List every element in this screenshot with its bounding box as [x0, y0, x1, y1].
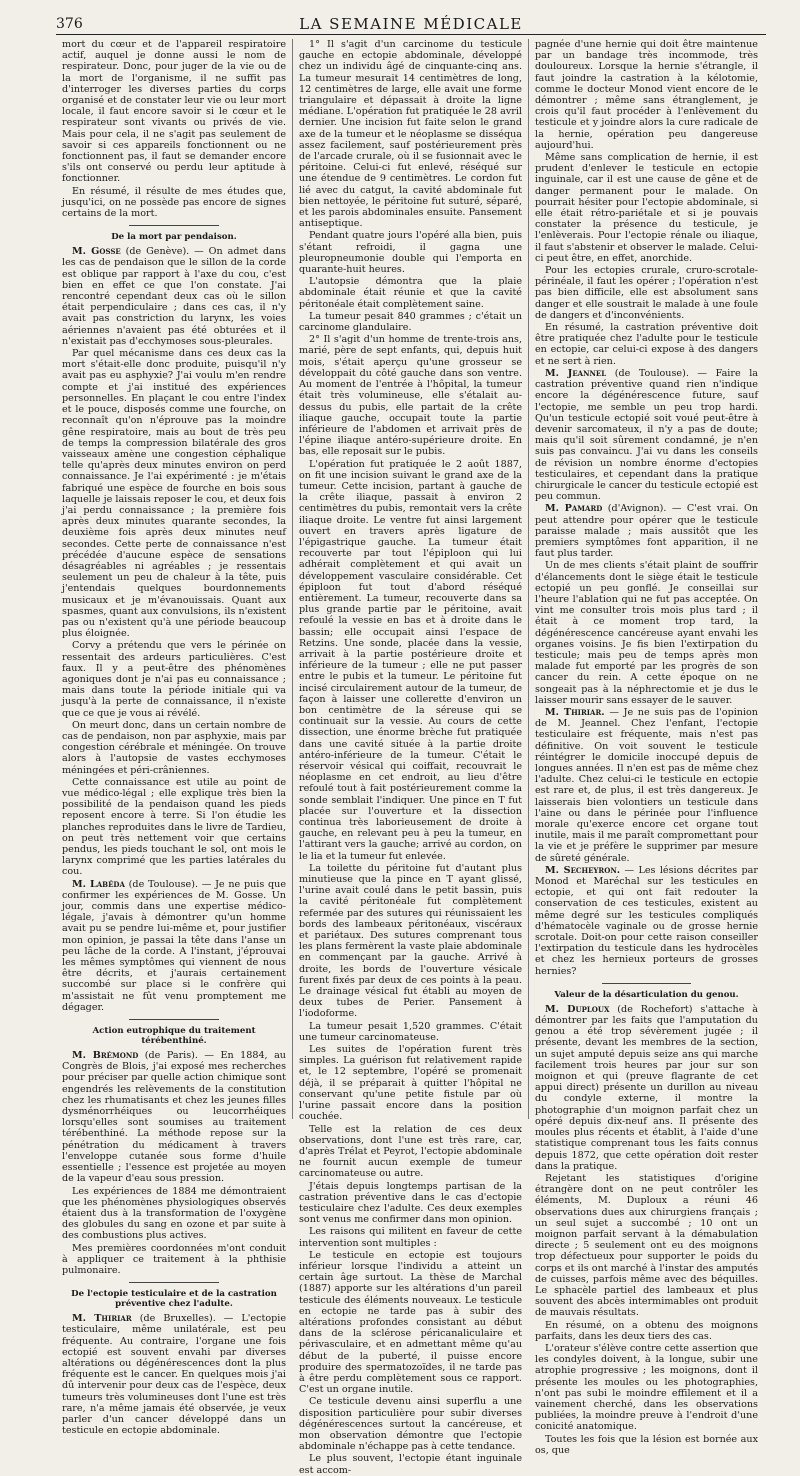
- speaker-text: (de Genève). — On admet dans les cas de pendaison que le sillon de la corde est oblique par rapport à l'axe du cou, c'est bien en effet ce que l'on constate. J'ai rencontré cependant deux cas où le sillon était perpendiculaire ; dans ces cas, il n'y avait pas constriction du larynx, les voies aériennes n'avaient pas été obturées et il n'existait pas d'ecchymoses sous-pleurales.: [62, 246, 286, 347]
- running-header: [56, 14, 766, 35]
- paragraph: L'opération fut pratiquée le 2 août 1887, on fit une incision suivant le grand axe de la tumeur. Cette incision, partant à gauche de la crête iliaque, passait à environ 2 centimètres du pubis, remontait vers la crête iliaque droite. Le ventre fut ainsi largement ouvert en travers après ligature de l'épigastrique gauche. La tumeur était recouverte par tout l'épiploon qui lui adhérait complètement et qui avait un développement vasculaire considérable. Cet épiploon fut tout d'abord réséqué entièrement. La tumeur, recouverte dans sa plus grande partie par le péritoine, avait refoulé la vessie en bas et à droite dans le bassin; elle occupait ainsi l'espace de Retzins. Une sonde, placée dans la vessie, arrivait à la partie postérieure droite et inférieure de la tumeur ; elle ne put passer entre le pubis et la tumeur. Le péritoine fut incisé circulairement autour de la tumeur, de façon à laisser une collerette d'environ un bon centimètre de la séreuse qui se continuait sur la vessie. Au cours de cette dissection, une énorme brèche fut pratiquée dans une cavité située à la partie droite antéro-inférieure de la tumeur. C'était le réservoir vésical qui coiffait, recouvrait le néoplasme en cet endroit, au lieu d'être refoulé tout à fait postérieurement comme la sonde semblait l'indiquer. Une pince en T fut placée sur l'ouverture et la dissection continua très laborieusement de droite à gauche, en relevant peu à peu la tumeur, en l'attirant vers la gauche; arrivé au cordon, on le lia et la tumeur fut enlevée.: [299, 458, 522, 862]
- paragraph: La tumeur pesait 1,520 grammes. C'était une tumeur carcinomateuse.: [299, 1020, 522, 1043]
- divider: [129, 1019, 219, 1020]
- speaker-name: M. Jeannel: [545, 367, 607, 379]
- paragraph: Même sans complication de hernie, il est prudent d'enlever le testicule en ectopie inguinale, car il est une cause de gêne et de danger permanent pour le malade. On pourrait hésiter pour l'ectopie abdominale, si elle était rétro-pariétale et si je pouvais constater la présence du testicule, je l'enlèverais. Pour l'ectopie rénale ou iliaque, il faut s'abstenir et observer le malade. Celui-ci peut être, en effet, anorchide.: [535, 152, 758, 264]
- paragraph: Un de mes clients s'était plaint de souffrir d'élancements dont le siège était le testicule ectopié un peu gonflé. Je conseillai sur l'heure l'ablation qui ne fut pas acceptée. On vint me consulter trois mois plus tard ; il était à ce moment trop tard, la dégénérescence cancéreuse ayant envahi les organes voisins. Je fis bien l'extirpation du testicule; mais peu de temps après mon malade fut emporté par les progrès de son cancer du rein. A cette époque on ne songeait pas à la néphrectomie et je dus le laisser mourir sans essayer de le sauver.: [535, 560, 758, 706]
- paragraph: Les suites de l'opération furent très simples. La guérison fut relativement rapide et, le 12 septembre, l'opéré se promenait déjà, il se préparait à quitter l'hôpital ne conservant qu'une petite fistule par où l'urine passait encore dans la position couchée.: [299, 1044, 522, 1123]
- speaker-name: M. Gosse: [72, 246, 121, 258]
- column-2: [292, 39, 528, 1476]
- speaker-paragraph: [535, 865, 758, 977]
- speaker-name: M. Thiriar.: [545, 706, 605, 718]
- page-number: 376: [56, 16, 83, 32]
- speaker-text: — Je ne suis pas de l'opinion de M. Jeannel. Chez l'enfant, l'ectopie testiculaire est fréquente, mais n'est pas définitive. On voit souvent le testicule réintégrer le domicile inoccupé depuis de longues années. Il n'en est pas de même chez l'adulte. Chez celui-ci le testicule en ectopie est rare et, de plus, il est très dangereux. Je laisserais bien volontiers un testicule dans l'aine ou dans le périnée pour l'influence morale qu'exerce encore cet organe tout inutile, mais il me paraît compromettant pour la vie et je préfère le supprimer par mesure de sûreté générale.: [535, 706, 758, 864]
- paragraph: En résumé, la castration préventive doit être pratiquée chez l'adulte pour le testicule en ectopie, car celui-ci expose à des dangers et ne sert à rien.: [535, 322, 758, 367]
- paragraph: On meurt donc, dans un certain nombre de cas de pendaison, non par asphyxie, mais par congestion cérébrale et méningée. On trouve alors à l'autopsie de vastes ecchymoses méningées et péri-crâniennes.: [62, 719, 286, 776]
- speaker-paragraph: [535, 368, 758, 502]
- article-columns: [56, 39, 766, 1476]
- speaker-text: (d'Avignon). — C'est vrai. On peut attendre pour opérer que le testicule paraisse malade ; mais aussitôt que les premiers symptômes font apparition, il ne faut plus tarder.: [535, 503, 759, 560]
- paragraph: La tumeur pesait 840 grammes ; c'était un carcinome glandulaire.: [299, 310, 522, 334]
- speaker-text: (de Paris). — En 1884, au Congrès de Blois, j'ai exposé mes recherches pour préciser par quelle action chimique sont engendrés les relèvements de la constitution chez les rhumatisants et chez les jeunes filles dysménorrhéiques ou leucorrhéiques lorsqu'elles sont soumises au traitement térébenthiné. La méthode repose sur la pénétration du médicament à travers l'enveloppe cutanée sous forme d'huile essentielle ; l'essence est projetée au moyen de la vapeur d'eau sous pression.: [62, 1050, 286, 1185]
- section-heading: Valeur de la désarticulation du genou.: [554, 989, 739, 1000]
- paragraph: Ce testicule devenu ainsi superflu a une disposition particulière pour subir diverses dégénérescences surtout la cancéreuse, et mon observation démontre que l'ectopie abdominale n'échappe pas à cette tendance.: [299, 1396, 522, 1453]
- paragraph: pagnée d'une hernie qui doit être maintenue par un bandage très incommode, très douloureux. Lorsque la hernie s'étrangle, il faut joindre la castration à la kélotomie, comme le docteur Monod vient encore de le démontrer ; même sans étranglement, je crois qu'il faut procéder à l'enlèvement du testicule et y joindre alors la cure radicale de la hernie, opération peu dangereuse aujourd'hui.: [535, 39, 758, 151]
- paragraph: 2° Il s'agit d'un homme de trente-trois ans, marié, père de sept enfants, qui, depuis huit mois, s'était aperçu qu'une grosseur se développait du côté gauche dans son ventre. Au moment de l'entrée à l'hôpital, la tumeur était très volumineuse, elle s'étalait au-dessus du pubis, elle partait de la crête iliaque gauche, occupait toute la partie inférieure de l'abdomen et arrivait près de l'épine iliaque antéro-supérieure droite. En bas, elle reposait sur le pubis.: [299, 334, 522, 458]
- speaker-paragraph: [62, 1313, 286, 1436]
- paragraph: Toutes les fois que la lésion est bornée aux os, que: [535, 1433, 758, 1456]
- speaker-paragraph: [62, 879, 286, 1013]
- speaker-name: M. Secheyron.: [545, 864, 621, 876]
- section-heading: De l'ectopie testiculaire et de la castration préventive chez l'adulte.: [71, 1289, 277, 1310]
- speaker-paragraph: [62, 1050, 286, 1184]
- speaker-text: (de Bruxelles). — L'ectopie testiculaire, même unilatérale, est peu fréquente. Au contraire, l'organe une fois ectopié est souvent envahi par diverses altérations ou dégénérescences dont la plus fréquente est le cancer. En quelques mois j'ai dû intervenir pour deux cas de l'espèce, deux tumeurs très volumineuses dont l'une est très rare, n'a même jamais été observée, je veux parler d'un cancer développé dans un testicule en ectopie abdominale.: [62, 1313, 286, 1437]
- paragraph: L'orateur s'élève contre cette assertion que les condyles doivent, à la longue, subir une atrophie progressive ; les moignons, dont il présente les moules ou les photographies, n'ont pas subi le moindre effilement et il a vainement cherché, dans les observations publiées, la moindre preuve à l'endroit d'une conicité anatomique.: [535, 1342, 758, 1433]
- paragraph: Pour les ectopies crurale, cruro-scrotale-périnéale, il faut les opérer ; l'opération n'est pas bien difficile, elle est absolument sans danger et elle soustrait le malade à une foule de dangers et d'inconvénients.: [535, 265, 758, 321]
- speaker-text: (de Toulouse). — Faire la castration préventive quand rien n'indique encore la dégénérescence future, sauf l'ectopie, me semble un peu trop hardi. Qu'un testicule ectopié soit voué peut-être à devenir sarcomateux, il n'y a pas de doute; mais qu'il soit sûrement condamné, je n'en suis pas convaincu. J'ai vu dans les conseils de révision un nombre énorme d'ectopies testiculaires, et cependant dans la pratique chirurgicale le cancer du testicule ectopié est peu commun.: [535, 367, 758, 503]
- speaker-name: M. Brémond: [72, 1050, 139, 1062]
- paragraph: En résumé, on a obtenu des moignons parfaits, dans les deux tiers des cas.: [535, 1319, 758, 1342]
- paragraph: Mes premières coordonnées m'ont conduit à appliquer ce traitement à la phthisie pulmonaire.: [62, 1242, 286, 1276]
- speaker-paragraph: [535, 707, 758, 864]
- column-3: [528, 39, 764, 1456]
- speaker-name: M. Thiriar: [72, 1313, 132, 1325]
- speaker-paragraph: [535, 503, 758, 559]
- paragraph: Le testicule en ectopie est toujours inférieur lorsque l'individu a atteint un certain âge surtout. La thèse de Marchal (1887) apporte sur les altérations d'un pareil testicule des éléments nouveaux. Le testicule en ectopie ne tarde pas à subir des altérations profondes consistant au début dans de la sclérose péricanaliculaire et périvasculaire, et en admettant même qu'au début de la puberté, il puisse encore produire des spermatozoïdes, il ne tarde pas à être perdu complètement sous ce rapport. C'est un organe inutile.: [299, 1249, 522, 1396]
- paragraph: L'autopsie démontra que la plaie abdominale était réunie et que la cavité péritonéale était complètement saine.: [299, 276, 522, 310]
- speaker-name: M. Duploux: [545, 1003, 610, 1015]
- speaker-paragraph: [62, 246, 286, 347]
- divider: [602, 983, 691, 984]
- paragraph: En résumé, il résulte de mes études que, jusqu'ici, on ne possède pas encore de signes certains de la mort.: [62, 185, 286, 220]
- paragraph: Le plus souvent, l'ectopie étant inguinale est accom-: [299, 1453, 522, 1476]
- paragraph: Corvy a prétendu que vers le périnée on ressentait des ardeurs particulières. C'est faux. Il y a peut-être des phénomènes agoniques dont je n'ai pas eu connaissance ; mais dans toute la période initiale qui va jusqu'à la perte de connaissance, il n'existe que ce que je vous ai révélé.: [62, 640, 286, 719]
- column-1: [56, 39, 292, 1437]
- speaker-name: M. Pamard: [545, 503, 603, 515]
- paragraph: La toilette du péritoine fut d'autant plus minutieuse que la pince en T ayant glissé, l'urine avait coulé dans le petit bassin, puis la cavité péritonéale fut complètement refermée par des sutures qui réunissaient les bords des lambeaux péritonéaux, viscéraux et pariétaux. Des sutures comprenant tous les plans fermèrent la vaste plaie abdominale en commençant par la gauche. Arrivé à droite, les bords de l'ouverture vésicale furent fixés par deux de ces points à la peau. Le drainage vésical fut établi au moyen de deux tubes de Perier. Pansement à l'iodoforme.: [299, 862, 522, 1020]
- paragraph: 1° Il s'agit d'un carcinome du testicule gauche en ectopie abdominale, développé chez un individu âgé de cinquante-cinq ans. La tumeur mesurait 14 centimètres de long, 12 centimètres de large, elle avait une forme triangulaire et dépassait à droite la ligne médiane. L'opération fut pratiquée le 28 avril dernier. Une incision fut faite selon le grand axe de la tumeur et le néoplasme se disséqua assez facilement, sauf postérieurement près de l'arcade crurale, où il se fusionnait avec le péritoine. Celui-ci fut enlevé, réséqué sur une étendue de 9 centimètres. Le cordon fut lié avec du catgut, la cavité abdominale fut bien nettoyée, le péritoine fut suturé, séparé, et les parois abdominales ensuite. Pansement antiseptique.: [299, 39, 522, 230]
- paragraph: J'étais depuis longtemps partisan de la castration préventive dans le cas d'ectopie testiculaire chez l'adulte. Ces deux exemples sont venus me confirmer dans mon opinion.: [299, 1180, 522, 1226]
- speaker-paragraph: [535, 1004, 758, 1172]
- divider: [129, 225, 219, 226]
- paragraph: Par quel mécanisme dans ces deux cas la mort s'était-elle donc produite, puisqu'il n'y avait pas eu asphyxie? J'ai voulu m'en rendre compte et j'ai institué des expériences personnelles. En plaçant le cou entre l'index et le pouce, disposés comme une fourche, on reconnaît qu'on n'éprouve pas la moindre gêne respiratoire, mais au bout de très peu de temps la compression bilatérale des gros vaisseaux amène une congestion céphalique telle qu'après deux minutes environ on perd connaissance. Je l'ai expérimenté : je m'étais fabriqué une espèce de fourche en bois sous laquelle je laissais reposer le cou, et deux fois j'ai perdu connaissance ; la première fois après deux minutes quarante secondes, la deuxième fois après deux minutes neuf secondes. Cette perte de connaissance n'est précédée d'aucune espèce de sensations désagréables ni agréables ; je ressentais seulement un peu de chaleur à la tête, puis j'entendais quelques bourdonnements musicaux et je m'évanouissais. Quant aux spasmes, quant aux convulsions, ils n'existent pas ou n'existent qu'à une période beaucoup plus éloignée.: [62, 348, 286, 640]
- paragraph: Les raisons qui militent en faveur de cette intervention sont multiples :: [299, 1226, 522, 1249]
- paragraph: Telle est la relation de ces deux observations, dont l'une est très rare, car, d'après Trélat et Peyrot, l'ectopie abdominale ne fournit aucun exemple de tumeur carcinomateuse ou autre.: [299, 1123, 522, 1180]
- section-heading: Action eutrophique du traitement térébenthiné.: [92, 1026, 256, 1047]
- speaker-name: M. Labéda: [72, 878, 125, 890]
- paragraph: Pendant quatre jours l'opéré alla bien, puis s'étant refroidi, il gagna une pleuropneumonie double qui l'emporta en quarante-huit heures.: [299, 230, 522, 276]
- paragraph: Rejetant les statistiques d'origine étrangère dont on ne peut contrôler les éléments, M. Duploux a réuni 46 observations dues aux chirurgiens français ; un seul sujet a succombé ; 10 ont un moignon parfait servant à la démabulation directe ; 5 seulement ont eu des moignons trop défectueux pour supporter le poids du corps et ils ont marché à l'instar des amputés de cuisses, parfois même avec des béquilles. Le sphacèle partiel des lambeaux et plus souvent des abcès intermimables ont produit de mauvais résultats.: [535, 1172, 758, 1319]
- divider: [129, 1282, 219, 1283]
- paragraph: Les expériences de 1884 me démontraient que les phénomènes physiologiques observés étaient dus à la transformation de l'oxygène des globules du sang en ozone et par suite à des combustions plus actives.: [62, 1185, 286, 1242]
- speaker-text: (de Rochefort) s'attache à démontrer par les faits que l'amputation du genou a été trop sévèrement jugée ; il présente, devant les membres de la section, un sujet amputé depuis seize ans qui marche facilement trois heures par jour sur son moignon et qui (preuve flagrante de cet appui direct) présente un durillon au niveau du condyle externe, il montre la photographie d'un moignon parfait chez un opéré depuis dix-neuf ans. Il présente des moules plus récents et établit, à l'aide d'une statistique comprenant tous les faits connus depuis 1872, que cette opération doit rester dans la pratique.: [535, 1003, 758, 1172]
- journal-title: LA SEMAINE MÉDICALE: [299, 15, 523, 33]
- speaker-text: (de Toulouse). — Je ne puis que confirmer les expériences de M. Gosse. Un jour, commis dans une expertise médico-légale, j'avais à démontrer qu'un homme avait pu se pendre lui-même et, pour justifier mon opinion, je passai la tête dans l'anse un peu lâche de la corde. A l'instant, j'éprouvai les mêmes symptômes qui viennent de nous être décrits, et j'aurais certainement succombé sur place si le confrère qui m'assistait ne fût venu promptement me dégager.: [62, 878, 287, 1013]
- speaker-text: — Les lésions décrites par Monod et Maréchal sur les testicules en ectopie, et qui ont fait redouter la conservation de ces testicules, existent au même degré sur les testicules compliqués d'hématocèle vaginale ou de grosse hernie scrotale. Doit-on pour cette raison conseiller l'extirpation du testicule dans les hydrocèles et chez les hernieux porteurs de grosses hernies?: [535, 864, 758, 977]
- paragraph: Cette connaissance est utile au point de vue médico-légal ; elle explique très bien la possibilité de la pendaison quand les pieds reposent encore à terre. Si l'on étudie les planches reproduites dans le livre de Tardieu, on peut très nettement voir que certains pendus, les pieds touchant le sol, ont mois le larynx comprimé que les parties latérales du cou.: [62, 776, 286, 878]
- paragraph: mort du cœur et de l'appareil respiratoire actif, auquel je donne aussi le nom de respirateur. Donc, pour juger de la vie ou de la mort de l'organisme, il ne suffit pas d'interroger les diverses parties du corps organisé et de constater leur vie ou leur mort locale, il faut encore savoir si le cœur et le respirateur sont vivants ou privés de vie. Mais pour cela, il ne s'agit pas seulement de savoir si ces appareils fonctionnent ou ne fonctionnent pas, il faut se demander encore s'ils ont conservé ou perdu leur aptitude à fonctionner.: [62, 39, 286, 185]
- section-heading: De la mort par pendaison.: [111, 232, 237, 243]
